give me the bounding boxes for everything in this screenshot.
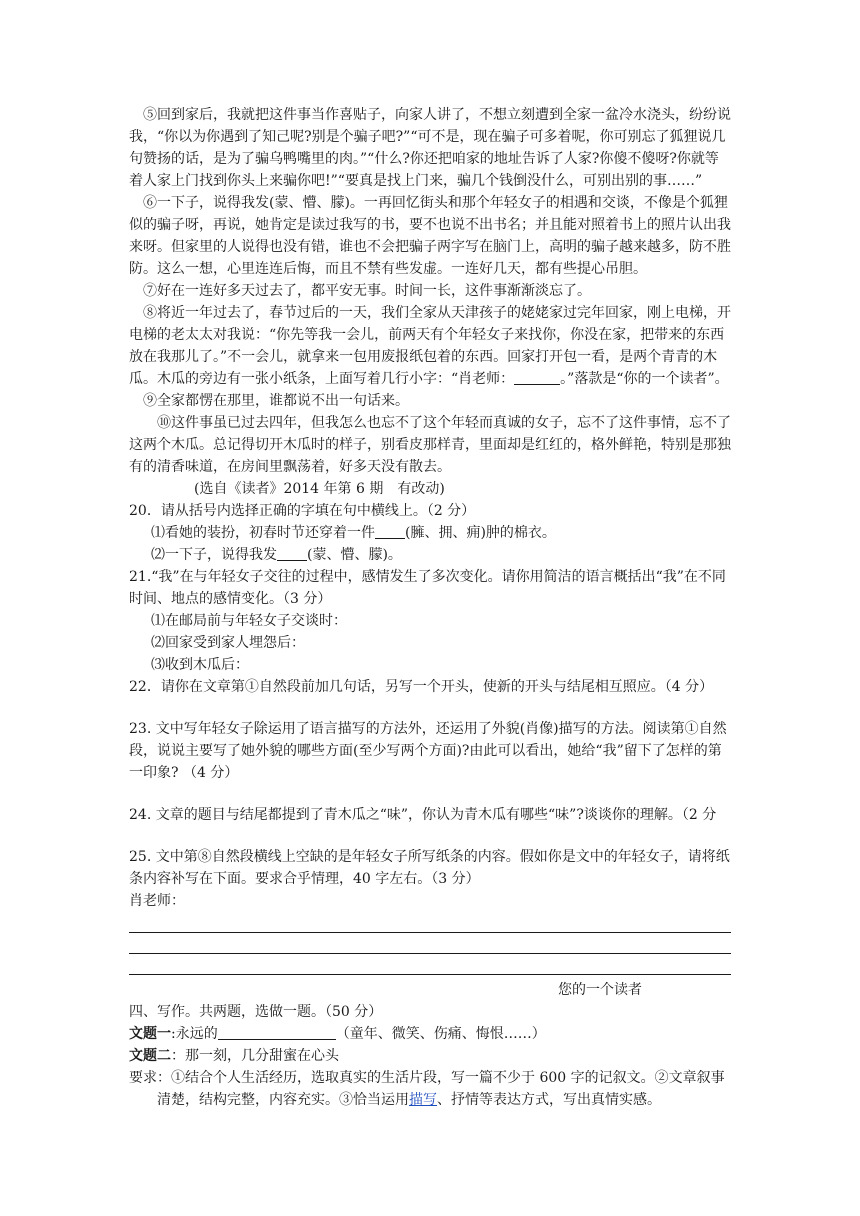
question-21-2: ⑵回家受到家人埋怨后： [151,635,305,651]
writing-requirements [129,1067,731,1111]
note-salutation: 肖老师： [129,893,185,909]
question-20-1 [129,522,731,544]
answer-space-22 [129,698,731,718]
content-column [129,104,731,1111]
question-21-1: ⑴在邮局前与年轻女子交谈时： [151,613,347,629]
question-24: 24. 文章的题目与结尾都提到了青木瓜之“味”，你认为青木瓜有哪些“味”?谈谈你的理解。（2 分 [129,807,717,823]
answer-line-2[interactable] [129,933,731,954]
writing-heading: 四、写作。共两题，选做一题。（50 分） [129,1004,383,1020]
topic-1-label: 文题一 [129,1026,171,1042]
topic-1-text-a: :永远的 [171,1026,218,1042]
question-21: 21.“我”在与年轻女子交往的过程中，感情发生了多次变化。请你用简洁的语言概括出“我”在不同时间、地点的感情变化。（3 分） [129,569,726,607]
answer-line-1[interactable] [129,912,731,933]
question-22: 22．请你在文章第①自然段前加几句话，另写一个开头，使新的开头与结尾相互照应。（4 分） [129,679,714,695]
writing-topic-1 [129,1023,731,1045]
paragraph-9: ⑨全家都愣在那里，谁都说不出一句话来。 [143,393,409,409]
question-20-2-text-a: ⑵一下子，说得我发 [151,547,277,563]
question-20: 20．请从括号内选择正确的字填在句中横线上。（2 分） [129,503,476,519]
note-signature: 您的一个读者 [558,982,642,998]
paragraph-10: ⑩这件事虽已过去四年，但我怎么也忘不了这个年轻而真诚的女子，忘不了这件事情，忘不了这两个木瓜。总记得切开木瓜时的样子，别看皮那样青，里面却是红红的，格外鲜艳，特别是那独有的清香味道，在房间里飘荡着，好多天没有散去。 [129,415,731,475]
paragraph-8 [129,302,731,390]
question-21-3: ⑶收到木瓜后： [151,657,249,673]
question-23: 23. 文中写年轻女子除运用了语言描写的方法外，还运用了外貌(肖像)描写的方法。阅读第①自然段，说说主要写了她外貌的哪些方面(至少写两个方面)?由此可以看出，她给“我”留下了怎样的第一印象? （4 分） [129,721,727,781]
question-20-1-text-a: ⑴看她的装扮，初春时节还穿着一件 [151,525,375,541]
description-link[interactable]: 描写 [409,1092,437,1108]
topic-2-label: 文题二 [129,1048,171,1064]
answer-blank-20-1[interactable] [375,524,405,539]
question-25: 25. 文中第⑧自然段横线上空缺的是年轻女子所写纸条的内容。假如你是文中的年轻女子，请将纸条内容补写在下面。要求合乎情理，40 字左右。（3 分） [129,849,730,887]
topic-2-text: ：那一刻，几分甜蜜在心头 [171,1048,339,1064]
answer-blank-20-2[interactable] [277,546,307,561]
answer-space-24 [129,826,731,846]
paragraph-7: ⑦好在一连好多天过去了，都平安无事。时间一长，这件事渐渐淡忘了。 [143,283,591,299]
paragraph-5: ⑤回到家后，我就把这件事当作喜贴子，向家人讲了，不想立刻遭到全家一盆冷水浇头，纷纷说我，“你以为你遇到了知己呢?别是个骗子吧?”“可不是，现在骗子可多着呢，你可别忘了狐狸说几句赞扬的话，是为了骗乌鸭嘴里的肉。”“什么?你还把咱家的地址告诉了人家?你傻不傻呀?你就等着人家上门找到你头上来骗你吧!”“要真是找上门来，骗几个钱倒没什么，可别出别的事……” [129,107,731,189]
answer-space-23 [129,784,731,804]
question-20-2-text-b: (蒙、懵、朦)。 [307,547,402,563]
topic-1-text-b: （童年、微笑、伤痛、悔恨……） [335,1026,546,1042]
source-citation: (选自《读者》2014 年第 6 期 有改动) [194,481,445,497]
requirements-text-a: 要求：①结合个人生活经历，选取真实的生活片段，写一篇不少于 600 字的记叙文。②文章叙事清楚，结构完整，内容充实。③恰当运用 [129,1070,725,1108]
requirements-text-b: 、抒情等表达方式，写出真情实感。 [437,1092,661,1108]
paragraph-8-text-a: ⑧将近一年过去了，春节过后的一天，我们全家从天津孩子的姥姥家过完年回家，刚上电梯，开电梯的老太太对我说：“你先等我一会儿，前两天有个年轻女子来找你，你没在家，把带来的东西放在我那儿了。”不一会儿，就拿来一包用废报纸包着的东西。回家打开包一看，是两个青青的木瓜。木瓜的旁边有一张小纸条，上面写着几行小字：“肖老师： [129,305,731,387]
paragraph-8-text-b: 。”落款是“你的一个读者”。 [560,371,729,387]
answer-line-3[interactable] [129,954,731,975]
question-20-1-text-b: (臃、拥、痈)肿的棉衣。 [405,525,556,541]
note-blank [514,370,560,385]
paragraph-6: ⑥一下子，说得我发(蒙、懵、朦)。一再回忆街头和那个年轻女子的相遇和交谈，不像是个狐狸似的骗子呀，再说，她肯定是读过我写的书，要不也说不出书名；并且能对照着书上的照片认出我来呀。但家里的人说得也没有错，谁也不会把骗子两字写在脑门上，高明的骗子越来越多，防不胜防。这么一想，心里连连后悔，而且不禁有些发虚。一连好几天，都有些提心吊胆。 [129,195,731,277]
question-20-2 [129,544,731,566]
topic-1-blank [218,1025,336,1040]
writing-topic-2 [129,1045,731,1067]
